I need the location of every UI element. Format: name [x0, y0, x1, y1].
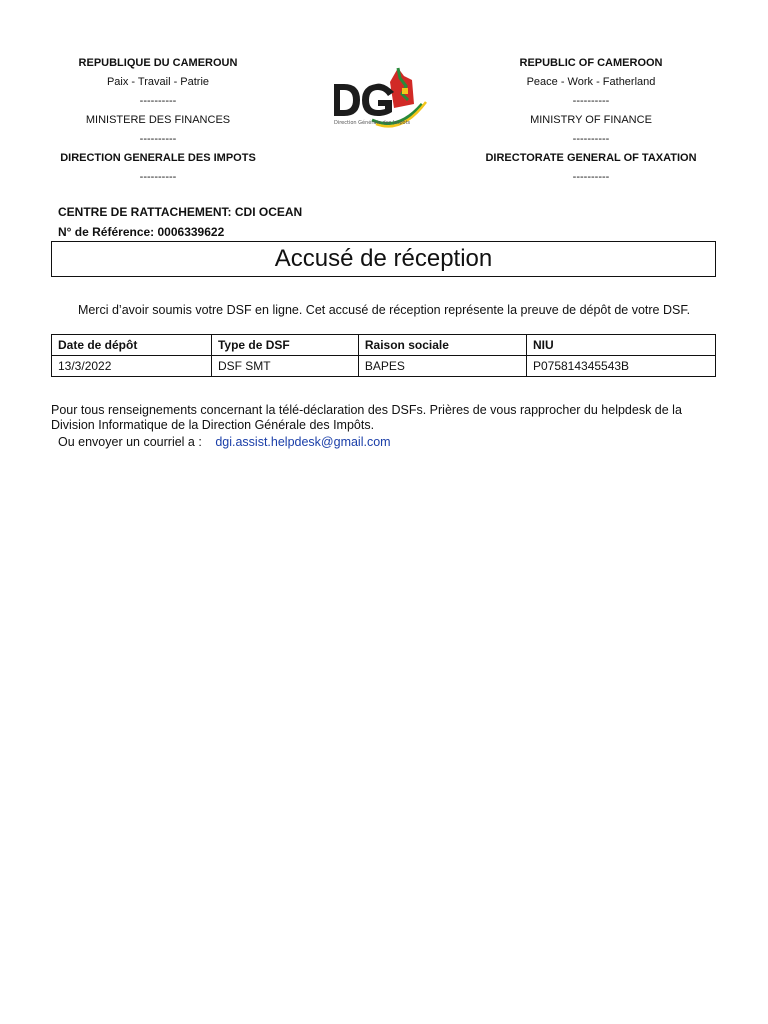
country-name-fr: REPUBLIQUE DU CAMEROUN: [78, 57, 238, 69]
column-header: NIU: [526, 335, 715, 356]
separator: ----------: [139, 133, 177, 145]
logo-tagline: Direction Générale des Impôts: [334, 120, 411, 126]
dgi-logo: [328, 60, 432, 146]
email-row: [58, 435, 391, 449]
separator: ----------: [139, 95, 177, 107]
motto-en: Peace - Work - Fatherland: [526, 76, 656, 88]
reference-info: [58, 202, 302, 242]
table-cell: BAPES: [358, 356, 526, 377]
ministry-en: MINISTRY OF FINANCE: [530, 114, 652, 126]
helpdesk-text: Pour tous renseignements concernant la télé-déclaration des DSFs. Prières de vous rapprocher du helpdesk de la Division Informatique de la Direction Générale des Impôts.: [51, 403, 682, 432]
helpdesk-email-link[interactable]: dgi.assist.helpdesk@gmail.com: [215, 435, 391, 449]
header-right-block: [471, 54, 711, 187]
separator: ----------: [139, 171, 177, 183]
table-header-row: [52, 335, 716, 356]
table-cell: 13/3/2022: [52, 356, 212, 377]
reference-number: N° de Référence: 0006339622: [58, 225, 225, 239]
table-cell: DSF SMT: [211, 356, 358, 377]
country-name-en: REPUBLIC OF CAMEROON: [519, 57, 663, 69]
ministry-fr: MINISTERE DES FINANCES: [85, 114, 231, 126]
separator: ----------: [572, 95, 610, 107]
column-header: Type de DSF: [211, 335, 358, 356]
motto-fr: Paix - Travail - Patrie: [106, 76, 210, 88]
header-left-block: [38, 54, 278, 187]
column-header: Raison sociale: [358, 335, 526, 356]
centre-rattachement: CENTRE DE RATTACHEMENT: CDI OCEAN: [58, 205, 303, 219]
email-label: Ou envoyer un courriel a :: [58, 435, 202, 449]
column-header: Date de dépôt: [52, 335, 212, 356]
direction-fr: DIRECTION GENERALE DES IMPOTS: [60, 152, 256, 164]
direction-en: DIRECTORATE GENERAL OF TAXATION: [485, 152, 697, 164]
dsf-table: [51, 334, 716, 377]
separator: ----------: [572, 133, 610, 145]
table-cell: P075814345543B: [526, 356, 715, 377]
separator: ----------: [572, 171, 610, 183]
table-row: [52, 356, 716, 377]
page-title: Accusé de réception: [51, 241, 716, 277]
intro-text: Merci d’avoir soumis votre DSF en ligne. Cet accusé de réception représente la preuve de dépôt de votre DSF.: [77, 303, 691, 317]
